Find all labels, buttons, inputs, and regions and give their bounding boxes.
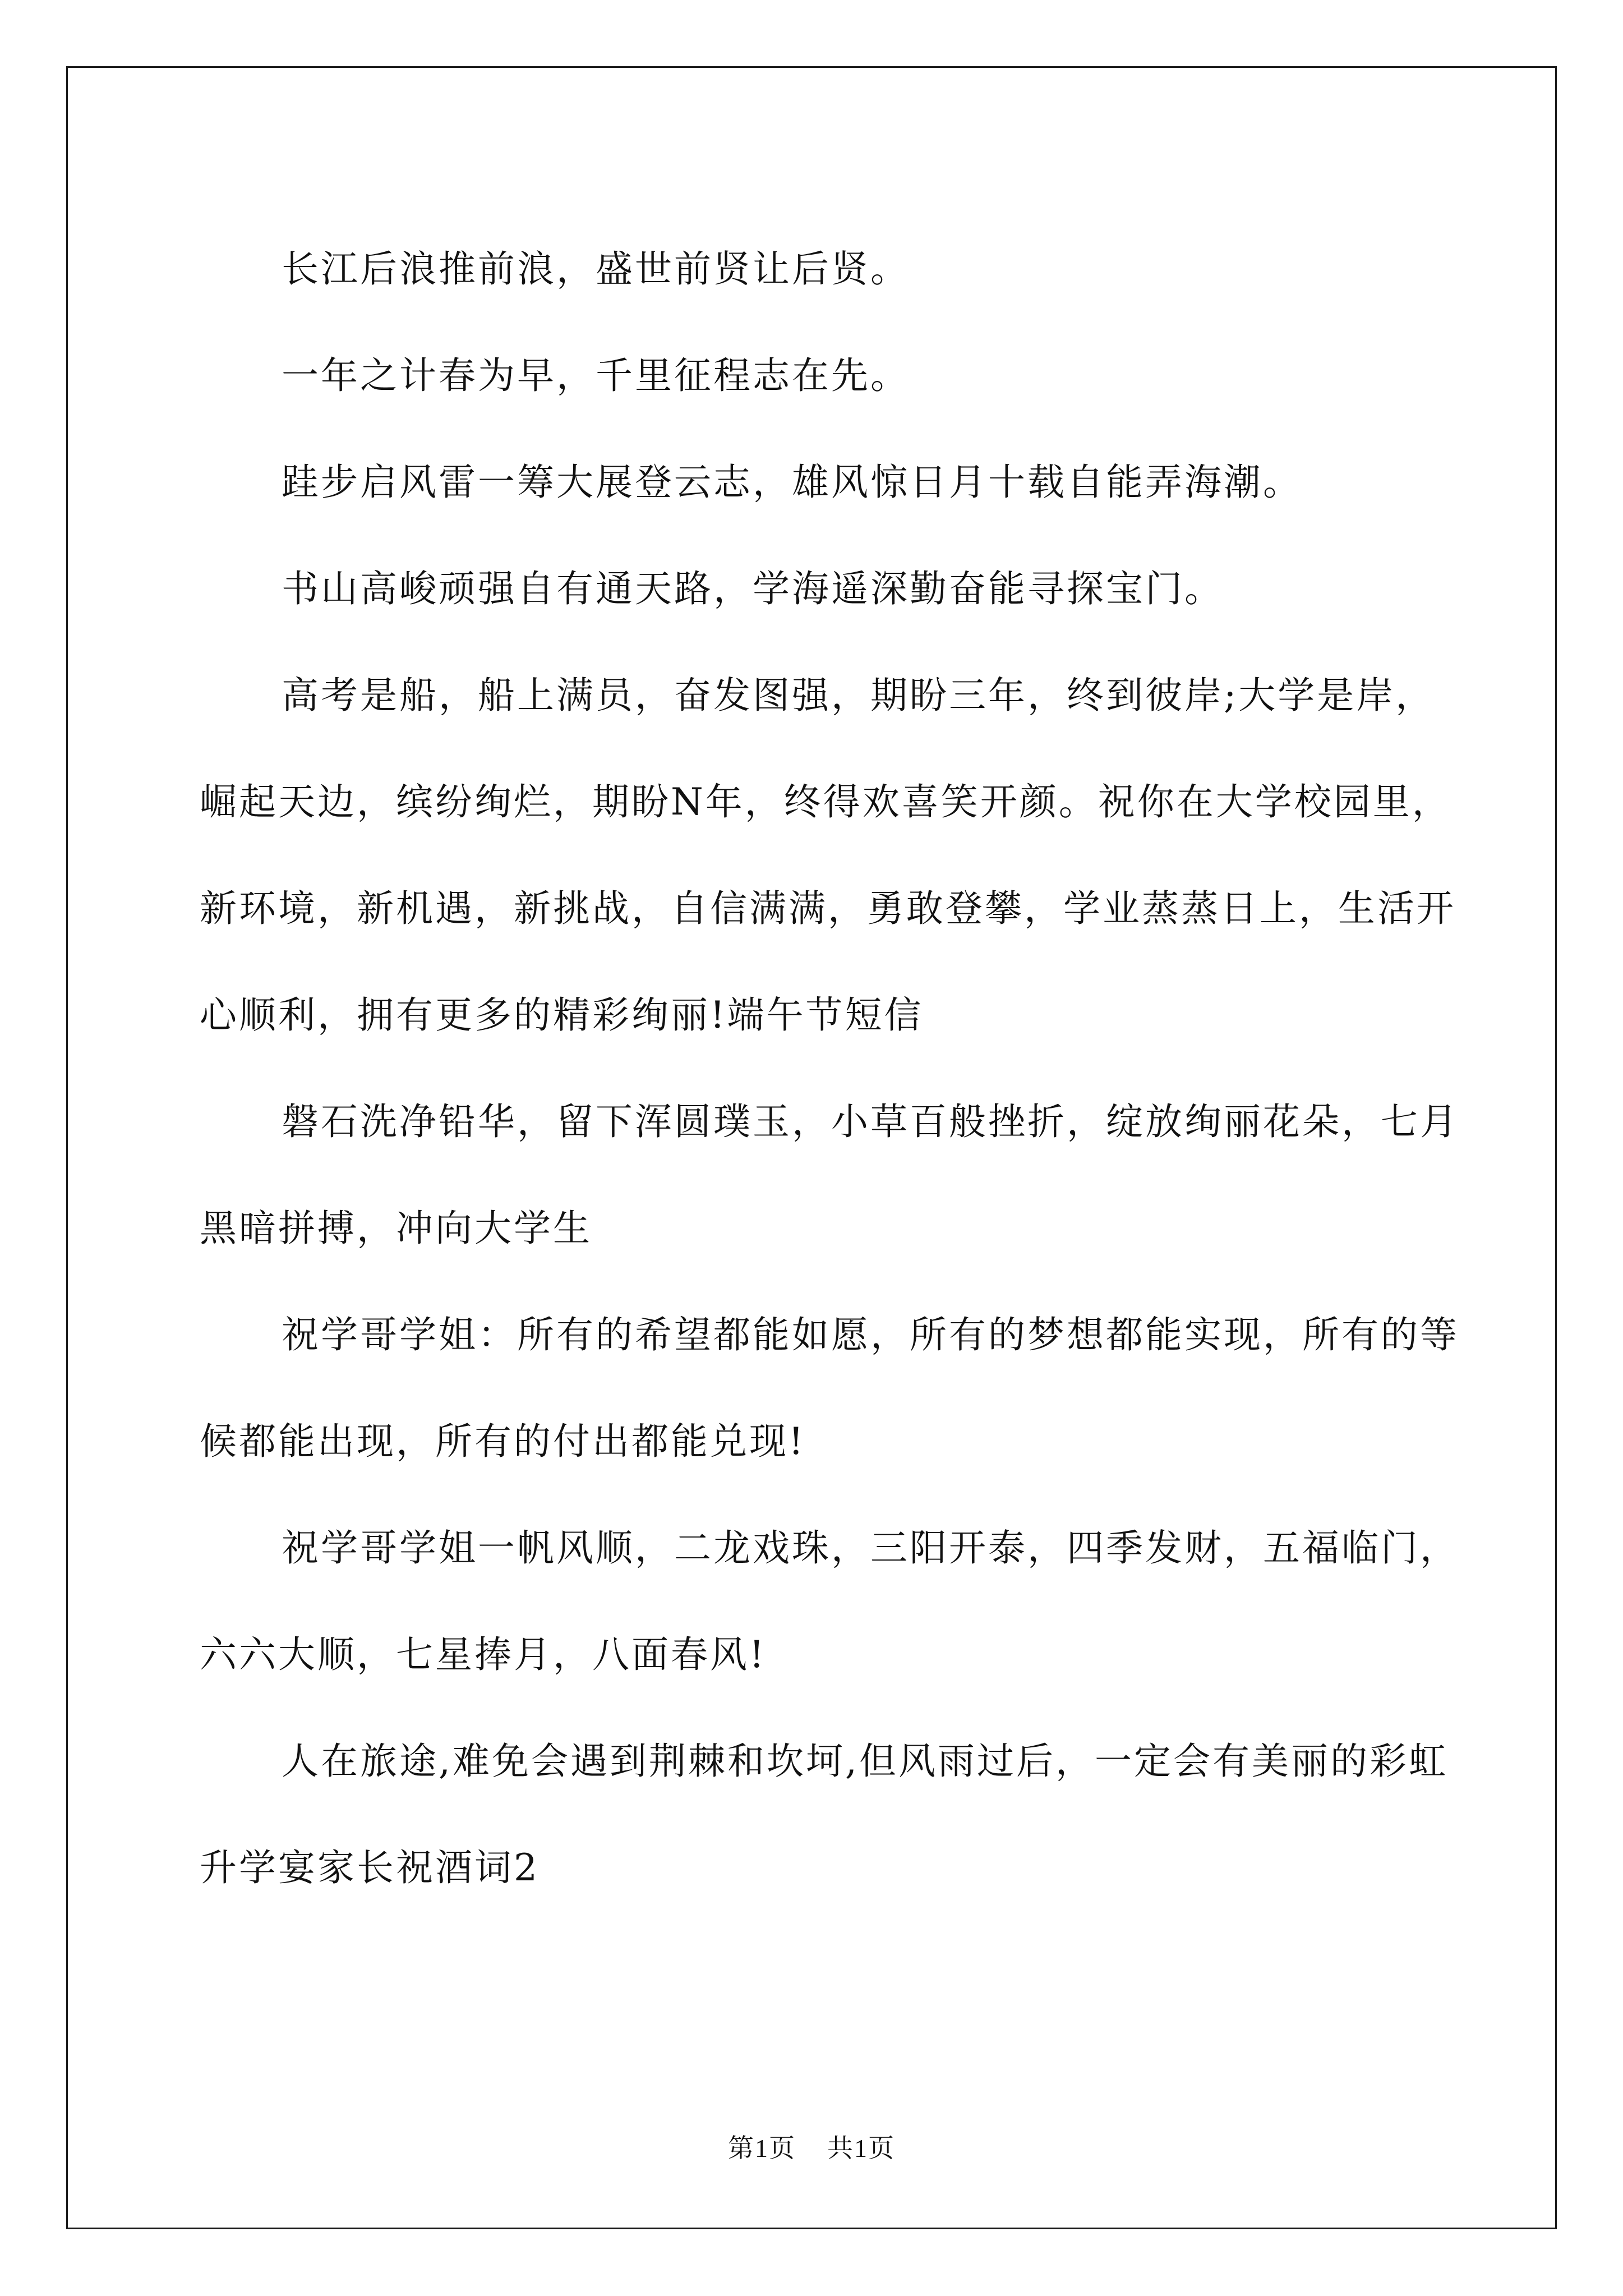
page-number-total: 共1页 bbox=[827, 2134, 895, 2162]
paragraph: 高考是船，船上满员，奋发图强，期盼三年，终到彼岸;大学是岸，崛起天边，缤纷绚烂，期盼N年，终得欢喜笑开颜。祝你在大学校园里，新环境，新机遇，新挑战，自信满满，勇敢登攀，学业蒸蒸日上，生活开心顺利，拥有更多的精彩绚丽!端午节短信 bbox=[200, 674, 1456, 1037]
document-body bbox=[200, 216, 1461, 1921]
section-heading: 升学宴家长祝酒词2 bbox=[200, 1846, 540, 1889]
page-footer bbox=[0, 2128, 1623, 2165]
paragraph: 跬步启风雷一筹大展登云志，雄风惊日月十载自能弄海潮。 bbox=[282, 461, 1302, 504]
paragraph: 祝学哥学姐一帆风顺，二龙戏珠，三阳开泰，四季发财，五福临门，六六大顺，七星捧月，八面春风! bbox=[200, 1526, 1459, 1676]
paragraph: 磐石洗净铅华，留下浑圆璞玉，小草百般挫折，绽放绚丽花朵，七月黑暗拼搏，冲向大学生 bbox=[200, 1100, 1459, 1250]
paragraph: 人在旅途,难免会遇到荆棘和坎坷,但风雨过后，一定会有美丽的彩虹 bbox=[282, 1740, 1448, 1783]
paragraph: 书山高峻顽强自有通天路，学海遥深勤奋能寻探宝门。 bbox=[282, 567, 1224, 610]
paragraph: 长江后浪推前浪，盛世前贤让后贤。 bbox=[282, 247, 910, 291]
page-number-current: 第1页 bbox=[728, 2134, 796, 2162]
paragraph: 祝学哥学姐：所有的希望都能如愿，所有的梦想都能实现，所有的等候都能出现，所有的付出都能兑现! bbox=[200, 1313, 1459, 1463]
paragraph: 一年之计春为早，千里征程志在先。 bbox=[282, 354, 910, 397]
